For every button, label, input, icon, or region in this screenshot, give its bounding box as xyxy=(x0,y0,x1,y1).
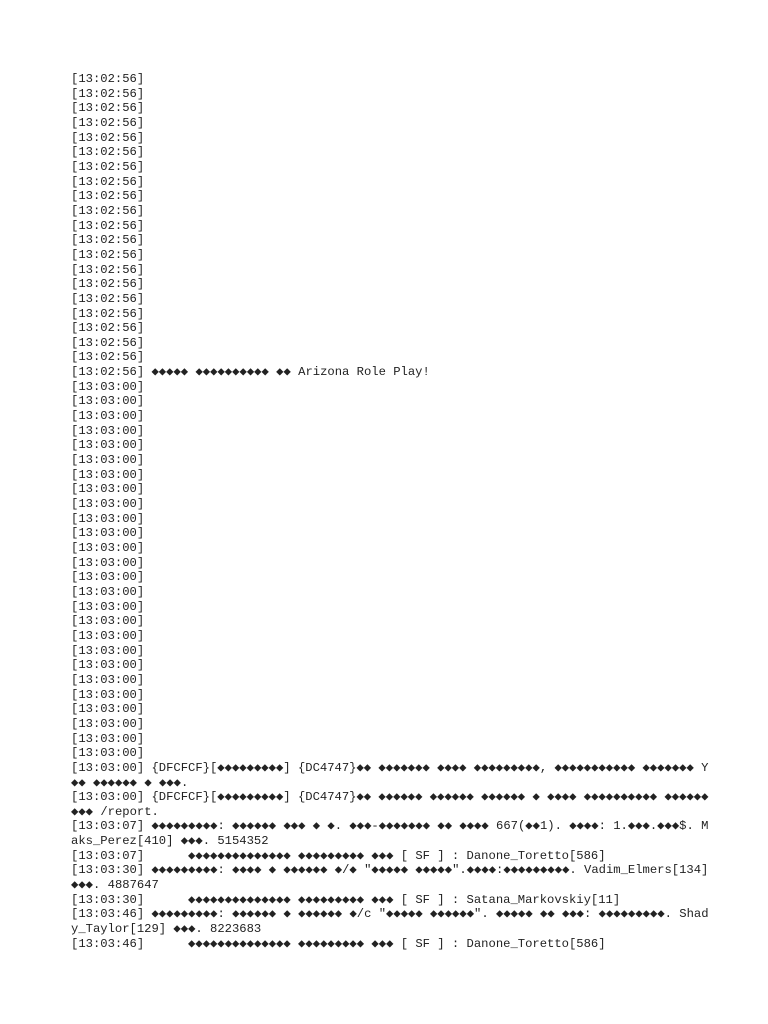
log-line: [13:03:00] xyxy=(71,423,145,438)
log-line: [13:03:00] xyxy=(71,438,145,453)
log-line: [13:03:00] xyxy=(71,453,145,468)
log-line: [13:03:00] xyxy=(71,731,145,746)
log-line: [13:03:46] ◆◆◆◆◆◆◆◆◆◆◆◆◆◆ ◆◆◆◆◆◆◆◆◆ ◆◆◆ [ SF ] : Danone_Toretto[586] xyxy=(71,936,606,951)
log-line: [13:03:00] xyxy=(71,658,145,673)
log-line: [13:03:00] xyxy=(71,379,145,394)
log-line: [13:03:00] xyxy=(71,541,145,555)
log-line: [13:02:56] xyxy=(71,262,145,277)
log-line: [13:03:00] xyxy=(71,555,145,570)
log-line: [13:03:00] xyxy=(71,702,145,717)
log-line: [13:03:00] xyxy=(71,570,145,585)
log-line: [13:02:56] xyxy=(71,72,145,86)
log-line: [13:02:56] xyxy=(71,86,145,101)
log-line: [13:02:56] xyxy=(71,291,145,306)
log-line: [13:02:56] xyxy=(71,350,145,365)
log-line: [13:03:00] xyxy=(71,526,145,541)
log-line: [13:03:00] xyxy=(71,716,145,731)
log-line: [13:03:00] xyxy=(71,643,145,658)
log-line: [13:02:56] xyxy=(71,159,145,174)
log-line: [13:03:00] {DFCFCF}[◆◆◆◆◆◆◆◆◆] {DC4747}◆◆ ◆◆◆◆◆◆ ◆◆◆◆◆◆ ◆◆◆◆◆◆ ◆ ◆◆◆◆ ◆◆◆◆◆◆◆◆◆◆ ◆◆◆◆◆◆◆◆◆ /report. xyxy=(71,790,709,819)
log-line: [13:03:00] xyxy=(71,467,145,482)
log-line: [13:02:56] xyxy=(71,130,145,145)
log-line: [13:02:56] xyxy=(71,101,145,116)
log-line: [13:03:07] ◆◆◆◆◆◆◆◆◆: ◆◆◆◆◆◆ ◆◆◆ ◆ ◆. ◆◆◆-◆◆◆◆◆◆◆ ◆◆ ◆◆◆◆ 667(◆◆1). ◆◆◆◆: 1.◆◆◆.◆◆◆$. Maks_Perez[410] ◆◆◆. 5154352 xyxy=(71,819,709,849)
log-line: [13:02:56] xyxy=(71,218,145,233)
log-line: [13:03:00] xyxy=(71,599,145,614)
log-line: [13:03:00] xyxy=(71,746,145,761)
chat-log xyxy=(71,72,716,951)
log-line: [13:02:56] xyxy=(71,203,145,218)
log-line: [13:02:56] xyxy=(71,145,145,160)
log-line: [13:03:30] ◆◆◆◆◆◆◆◆◆: ◆◆◆◆ ◆ ◆◆◆◆◆◆ ◆/◆ "◆◆◆◆◆ ◆◆◆◆◆".◆◆◆◆:◆◆◆◆◆◆◆◆◆. Vadim_Elmers[134] ◆◆◆. 4887647 xyxy=(71,863,716,893)
log-line: [13:02:56] xyxy=(71,115,145,130)
log-line: [13:03:07] ◆◆◆◆◆◆◆◆◆◆◆◆◆◆ ◆◆◆◆◆◆◆◆◆ ◆◆◆ [ SF ] : Danone_Toretto[586] xyxy=(71,848,606,863)
log-line: [13:03:00] xyxy=(71,628,145,643)
log-line: [13:02:56] ◆◆◆◆◆ ◆◆◆◆◆◆◆◆◆◆ ◆◆ Arizona Role Play! xyxy=(71,365,430,380)
log-line: [13:03:00] xyxy=(71,584,145,599)
log-line: [13:03:00] {DFCFCF}[◆◆◆◆◆◆◆◆◆] {DC4747}◆◆ ◆◆◆◆◆◆◆ ◆◆◆◆ ◆◆◆◆◆◆◆◆◆, ◆◆◆◆◆◆◆◆◆◆◆ ◆◆◆◆◆◆◆ Y ◆◆ ◆◆◆◆◆◆ ◆ ◆◆◆. xyxy=(71,760,716,790)
log-line: [13:02:56] xyxy=(71,247,145,262)
log-line: [13:02:56] xyxy=(71,306,145,321)
log-line: [13:03:00] xyxy=(71,672,145,687)
log-line: [13:03:00] xyxy=(71,482,145,497)
log-line: [13:03:00] xyxy=(71,394,145,409)
log-line: [13:03:00] xyxy=(71,511,145,526)
log-line: [13:03:00] xyxy=(71,614,145,629)
log-line: [13:03:30] ◆◆◆◆◆◆◆◆◆◆◆◆◆◆ ◆◆◆◆◆◆◆◆◆ ◆◆◆ [ SF ] : Satana_Markovskiy[11] xyxy=(71,892,621,907)
log-line: [13:02:56] xyxy=(71,233,145,248)
log-line: [13:02:56] xyxy=(71,335,145,350)
log-line: [13:03:46] ◆◆◆◆◆◆◆◆◆: ◆◆◆◆◆◆ ◆ ◆◆◆◆◆◆ ◆/c "◆◆◆◆◆ ◆◆◆◆◆◆". ◆◆◆◆◆ ◆◆ ◆◆◆: ◆◆◆◆◆◆◆◆◆. Shady_Taylor[129] ◆◆◆. 8223683 xyxy=(71,907,709,937)
log-line: [13:02:56] xyxy=(71,321,145,336)
log-line: [13:03:00] xyxy=(71,409,145,424)
log-line: [13:03:00] xyxy=(71,497,145,512)
log-line: [13:03:00] xyxy=(71,687,145,702)
log-line: [13:02:56] xyxy=(71,189,145,204)
log-line: [13:02:56] xyxy=(71,174,145,189)
log-line: [13:02:56] xyxy=(71,277,145,292)
